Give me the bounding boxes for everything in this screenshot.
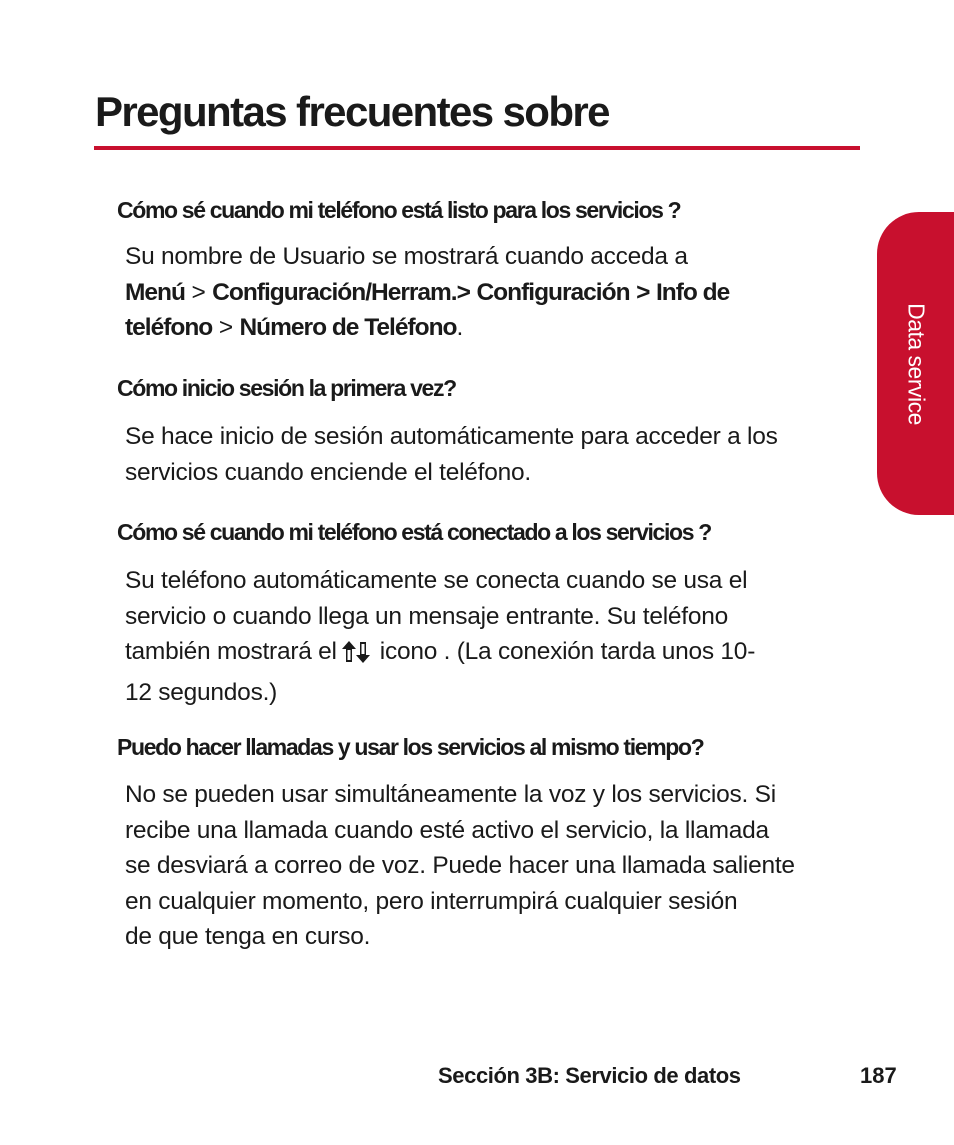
menu-path-config-herram: Configuración/Herram.>	[212, 278, 470, 306]
answer-line: Su teléfono automáticamente se conecta cuando se usa el	[125, 567, 748, 594]
menu-path-info-de: Info de	[655, 278, 730, 306]
answer-line: servicio o cuando llega un mensaje entrante. Su teléfono	[125, 602, 728, 630]
path-separator: >	[191, 278, 206, 306]
answer-text: icono . (La conexión tarda unos 10-	[379, 638, 756, 665]
page-number: 187	[860, 1063, 897, 1088]
data-transfer-arrows-icon	[340, 639, 372, 675]
answer-line: recibe una llamada cuando esté activo el servicio, la llamada	[125, 816, 769, 844]
faq-answer-simultaneous	[125, 777, 865, 955]
answer-line: 12 segundos.)	[125, 678, 278, 706]
answer-line	[125, 310, 865, 346]
answer-line: de que tenga en curso.	[125, 923, 371, 950]
answer-line: Se hace inicio de sesión automáticamente para acceder a los	[125, 423, 778, 450]
answer-line	[125, 634, 865, 675]
answer-line	[125, 275, 865, 311]
side-tab-label: Data service	[903, 302, 929, 425]
sentence-end: .	[456, 314, 464, 341]
faq-answer-first-login	[125, 419, 865, 490]
answer-line: servicios cuando enciende el teléfono.	[125, 458, 531, 486]
menu-path-menu: Menú	[125, 278, 185, 306]
answer-line: se desviará a correo de voz. Puede hacer una llamada saliente	[125, 852, 795, 879]
path-separator: >	[636, 278, 650, 306]
section-side-tab	[877, 212, 954, 515]
answer-text: también mostrará el	[125, 638, 337, 665]
faq-question-ready: Cómo sé cuando mi teléfono está listo para los servicios ?	[117, 197, 681, 223]
answer-line: en cualquier momento, pero interrumpirá cualquier sesión	[125, 887, 738, 915]
faq-question-connected: Cómo sé cuando mi teléfono está conectado a los servicios ?	[117, 519, 711, 545]
menu-path-numero: Número de Teléfono	[239, 314, 457, 341]
menu-path-telefono: teléfono	[125, 314, 213, 341]
page-title: Preguntas frecuentes sobre	[95, 88, 609, 135]
answer-line: Su nombre de Usuario se mostrará cuando acceda a	[125, 243, 688, 270]
menu-path-config: Configuración	[476, 278, 630, 306]
answer-line: No se pueden usar simultáneamente la voz y los servicios. Si	[125, 781, 776, 808]
title-underline	[94, 146, 860, 150]
faq-question-first-login: Cómo inicio sesión la primera vez?	[117, 375, 456, 401]
path-separator: >	[218, 314, 233, 341]
footer-section-title: Sección 3B: Servicio de datos	[438, 1063, 741, 1088]
faq-question-simultaneous: Puedo hacer llamadas y usar los servicios al mismo tiempo?	[117, 734, 704, 760]
faq-answer-connected	[125, 563, 865, 710]
faq-answer-ready	[125, 239, 865, 346]
